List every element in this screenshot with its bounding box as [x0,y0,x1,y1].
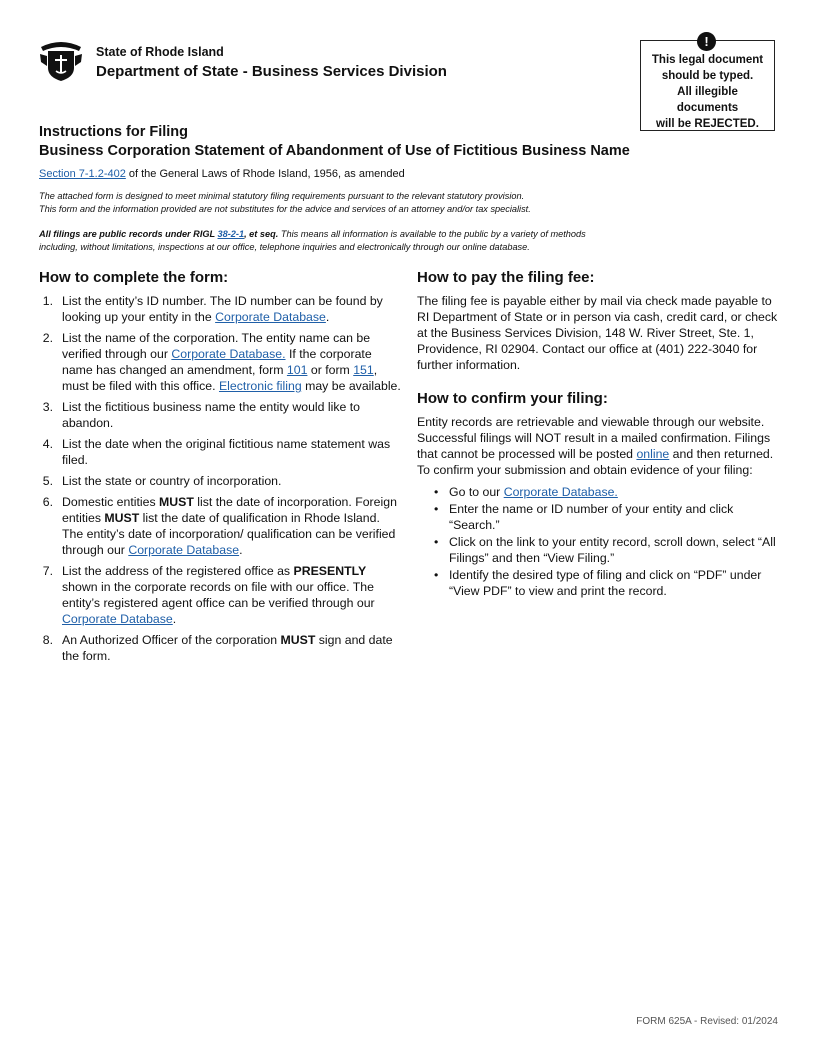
list-item: 3. List the fictitious business name the entity would like to abandon. [42,400,361,430]
form-101-link[interactable]: 101 [286,363,308,377]
warning-line: should be typed. [661,70,754,82]
confirm-heading: How to confirm your filing: [417,390,608,407]
list-item: 4. List the date when the original fictitious name statement was filed. [42,437,391,467]
list-item: • Go to our Corporate Database. [434,485,618,499]
list-item: • Enter the name or ID number of your entity and click “Search.” [434,502,734,532]
confirm-text: Entity records are retrievable and viewable through our website. Successful filings will NOT result in a mailed confirmation. Filings that cannot be processed will be posted online and then returned. To confirm your submission and obtain evidence of your filing: [417,415,774,477]
warning-box [640,34,775,131]
warning-line: will be REJECTED. [656,118,759,130]
fee-heading: How to pay the filing fee: [417,269,595,286]
title-line-1: Instructions for Filing [39,124,189,140]
records-bold-suffix: , et seq. [244,229,279,239]
form-footer: FORM 625A - Revised: 01/2024 [636,1016,778,1027]
fee-text: The filing fee is payable either by mail via check made payable to RI Department of State or in person via cash, credit card, or check at the Business Services Division, 148 W. River Street, Ste. 1, Providence, RI 02904. Contact our office at (401) 222-3040 for further information. [417,294,778,372]
warning-line: documents [676,102,739,114]
confirm-steps-list [417,484,779,599]
disclaimer-notice [39,190,531,216]
section-heading: How to complete the form: [39,269,229,286]
list-item: 5. List the state or country of incorporation. [42,474,282,488]
rigl-link[interactable]: 38-2-1 [217,229,245,239]
steps-list [39,293,404,664]
citation-text: of the General Laws of Rhode Island, 1956, as amended [125,168,405,180]
list-item: 6. Domestic entities MUST list the date of incorporation. Foreign entities MUST list the date of qualification in Rhode Island. The entity’s date of incorporation/ qualification can be verified through our Corporate Database. [42,495,397,557]
list-item: 1. List the entity’s ID number. The ID number can be found by looking up your entity in the Corporate Database. [42,294,383,324]
warning-line: All illegible [677,86,738,98]
online-link[interactable]: online [636,447,670,461]
corporate-database-link[interactable]: Corporate Database [62,612,173,626]
records-text: including, without limitations, inspections at our office, telephone inquiries and electronically through our online database. [39,242,530,252]
agency-header [96,45,447,82]
corporate-database-link[interactable]: Corporate Database. [171,347,286,361]
list-item: 2. List the name of the corporation. The entity name can be verified through our Corporate Database. If the corporate name has changed an amendment, form 101 or form 151, must be filed with this office. Electronic filing may be available. [42,331,401,393]
electronic-filing-link[interactable]: Electronic filing [218,379,302,393]
warning-line: This legal document [651,54,764,66]
notice-line: This form and the information provided are not substitutes for the advice and services of an attorney and/or tax specialist. [39,204,531,214]
state-seal-logo [38,38,84,82]
list-item: • Click on the link to your entity record, scroll down, select “All Filings” and then “View Filing.” [434,535,776,565]
statute-link[interactable]: Section 7-1.2-402 [39,168,126,180]
document-title [39,123,630,161]
complete-form-section [39,268,404,669]
form-151-link[interactable]: 151 [353,363,374,377]
exclamation-icon: ! [697,32,716,51]
department-name: Department of State - Business Services Division [96,63,447,80]
list-item: 8. An Authorized Officer of the corporation MUST sign and date the form. [42,633,393,663]
corporate-database-link[interactable]: Corporate Database. [503,485,618,499]
state-name: State of Rhode Island [96,45,224,59]
public-records-notice [39,228,586,254]
list-item: • Identify the desired type of filing and click on “PDF” under “View PDF” to view and print the record. [434,568,762,598]
title-line-2: Business Corporation Statement of Abandonment of Use of Fictitious Business Name [39,143,630,159]
corporate-database-link[interactable]: Corporate Database [128,543,240,557]
notice-line: The attached form is designed to meet minimal statutory filing requirements pursuant to the relevant statutory provision. [39,191,525,201]
statute-citation [39,168,405,180]
records-text: This means all information is available to the public by a variety of methods [278,229,586,239]
right-column [417,268,779,600]
corporate-database-link[interactable]: Corporate Database [215,310,326,324]
records-bold-prefix: All filings are public records under RIGL [39,229,218,239]
list-item: 7. List the address of the registered office as PRESENTLY shown in the corporate records on file with our office. The entity’s registered agent office can be verified through our Corporate Database. [42,564,375,626]
